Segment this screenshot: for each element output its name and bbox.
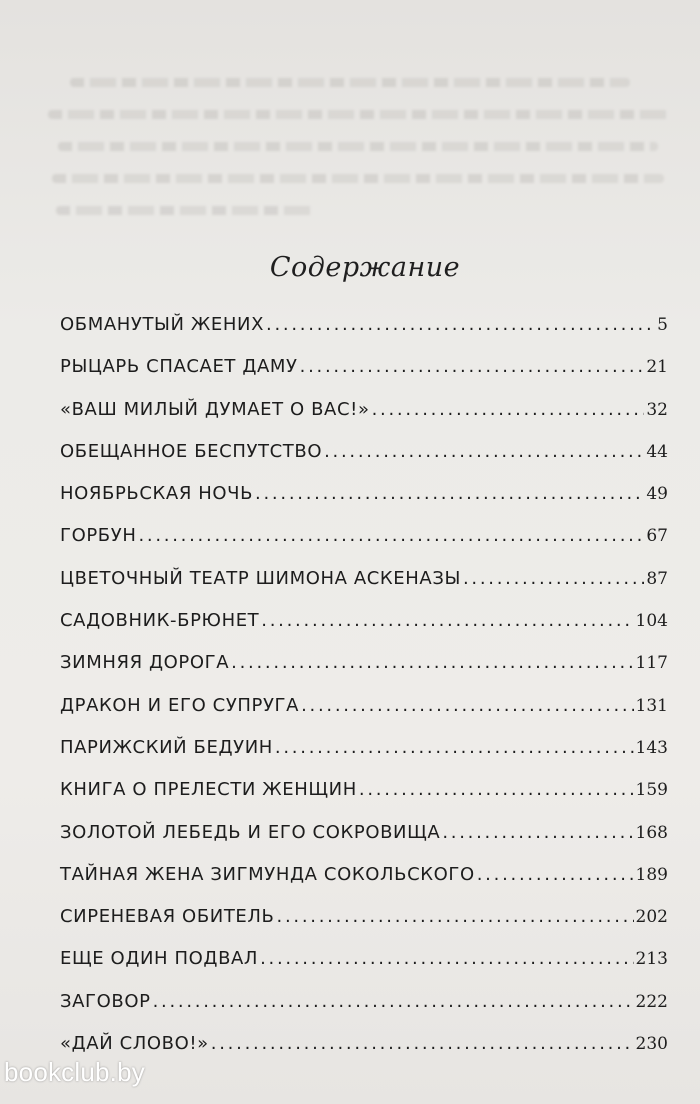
toc-entry-title: ЗАГОВОР <box>60 990 151 1012</box>
toc-entry-page-number: 44 <box>646 441 668 462</box>
toc-entry <box>60 314 668 356</box>
toc-entry <box>60 822 668 864</box>
toc-entry <box>60 864 668 906</box>
contents-heading: Содержание <box>269 252 461 283</box>
toc-leader-dots <box>260 948 633 969</box>
toc-leader-dots <box>301 695 633 716</box>
toc-entry-page-number: 202 <box>635 907 668 928</box>
toc-leader-dots <box>275 737 634 758</box>
toc-leader-dots <box>372 399 645 420</box>
bleed-through-text <box>0 0 700 230</box>
toc-entry <box>60 610 668 652</box>
toc-entry-title: НОЯБРЬСКАЯ НОЧЬ <box>60 483 254 505</box>
toc-entry-title: ТАЙНАЯ ЖЕНА ЗИГМУНДА СОКОЛЬСКОГО <box>60 863 475 885</box>
toc-entry-page-number: 168 <box>635 822 668 843</box>
toc-entry <box>60 399 668 441</box>
toc-entry-page-number: 104 <box>635 611 668 632</box>
toc-leader-dots <box>324 441 644 462</box>
toc-entry-page-number: 32 <box>646 399 668 420</box>
toc-entry <box>60 906 668 948</box>
toc-entry-title: РЫЦАРЬ СПАСАЕТ ДАМУ <box>60 356 298 378</box>
toc-entry <box>60 737 668 779</box>
toc-leader-dots <box>463 568 644 589</box>
toc-entry <box>60 695 668 737</box>
toc-leader-dots <box>255 483 644 504</box>
toc-entry-page-number: 213 <box>635 949 668 970</box>
toc-entry-page-number: 5 <box>657 315 668 335</box>
toc-entry <box>60 991 668 1033</box>
toc-entry <box>60 356 668 398</box>
toc-entry-title: СИРЕНЕВАЯ ОБИТЕЛЬ <box>60 906 275 928</box>
toc-leader-dots <box>442 822 633 843</box>
toc-leader-dots <box>477 864 634 885</box>
toc-entry-page-number: 159 <box>635 780 668 801</box>
toc-entry-title: ГОРБУН <box>60 525 137 547</box>
toc-entry <box>60 568 668 610</box>
toc-leader-dots <box>261 610 633 631</box>
toc-entry-title: ОБМАНУТЫЙ ЖЕНИХ <box>60 314 265 335</box>
toc-entry-title: ДРАКОН И ЕГО СУПРУГА <box>60 694 300 716</box>
toc-entry-title: ЦВЕТОЧНЫЙ ТЕАТР ШИМОНА АСКЕНАЗЫ <box>60 567 461 589</box>
toc-entry-title: ЗИМНЯЯ ДОРОГА <box>60 652 230 674</box>
toc-entry-title: КНИГА О ПРЕЛЕСТИ ЖЕНЩИН <box>60 779 357 801</box>
toc-entry-page-number: 67 <box>646 526 668 547</box>
toc-leader-dots <box>211 1033 634 1054</box>
toc-entry <box>60 948 668 990</box>
toc-entry-page-number: 49 <box>646 484 668 505</box>
toc-entry <box>60 779 668 821</box>
toc-entry <box>60 441 668 483</box>
toc-leader-dots <box>138 525 644 546</box>
toc-entry-title: «ДАЙ СЛОВО!» <box>60 1033 209 1055</box>
toc-entry <box>60 1033 668 1075</box>
toc-leader-dots <box>231 652 633 673</box>
toc-entry <box>60 652 668 694</box>
toc-entry-page-number: 143 <box>635 737 668 758</box>
toc-entry-title: САДОВНИК-БРЮНЕТ <box>60 610 260 632</box>
toc-entry <box>60 525 668 567</box>
toc-leader-dots <box>266 314 655 335</box>
toc-entry-title: ЕЩЕ ОДИН ПОДВАЛ <box>60 948 259 970</box>
toc-entry-title: ПАРИЖСКИЙ БЕДУИН <box>60 736 273 758</box>
toc-entry-title: ЗОЛОТОЙ ЛЕБЕДЬ И ЕГО СОКРОВИЩА <box>60 821 441 843</box>
toc-entry <box>60 483 668 525</box>
table-of-contents <box>60 314 668 1075</box>
toc-entry-title: «ВАШ МИЛЫЙ ДУМАЕТ О ВАС!» <box>60 398 370 420</box>
toc-leader-dots <box>277 906 634 927</box>
toc-entry-page-number: 131 <box>635 695 668 716</box>
toc-leader-dots <box>300 356 645 377</box>
toc-entry-page-number: 189 <box>635 864 668 885</box>
toc-entry-title: ОБЕЩАННОЕ БЕСПУТСТВО <box>60 440 323 462</box>
toc-entry-page-number: 21 <box>646 357 668 378</box>
watermark-logo: bookclub.by <box>4 1057 145 1087</box>
toc-entry-page-number: 117 <box>635 653 668 674</box>
toc-leader-dots <box>359 779 634 800</box>
toc-entry-page-number: 222 <box>635 991 668 1012</box>
toc-entry-page-number: 230 <box>635 1034 668 1055</box>
toc-entry-page-number: 87 <box>646 568 668 589</box>
toc-leader-dots <box>153 991 634 1012</box>
